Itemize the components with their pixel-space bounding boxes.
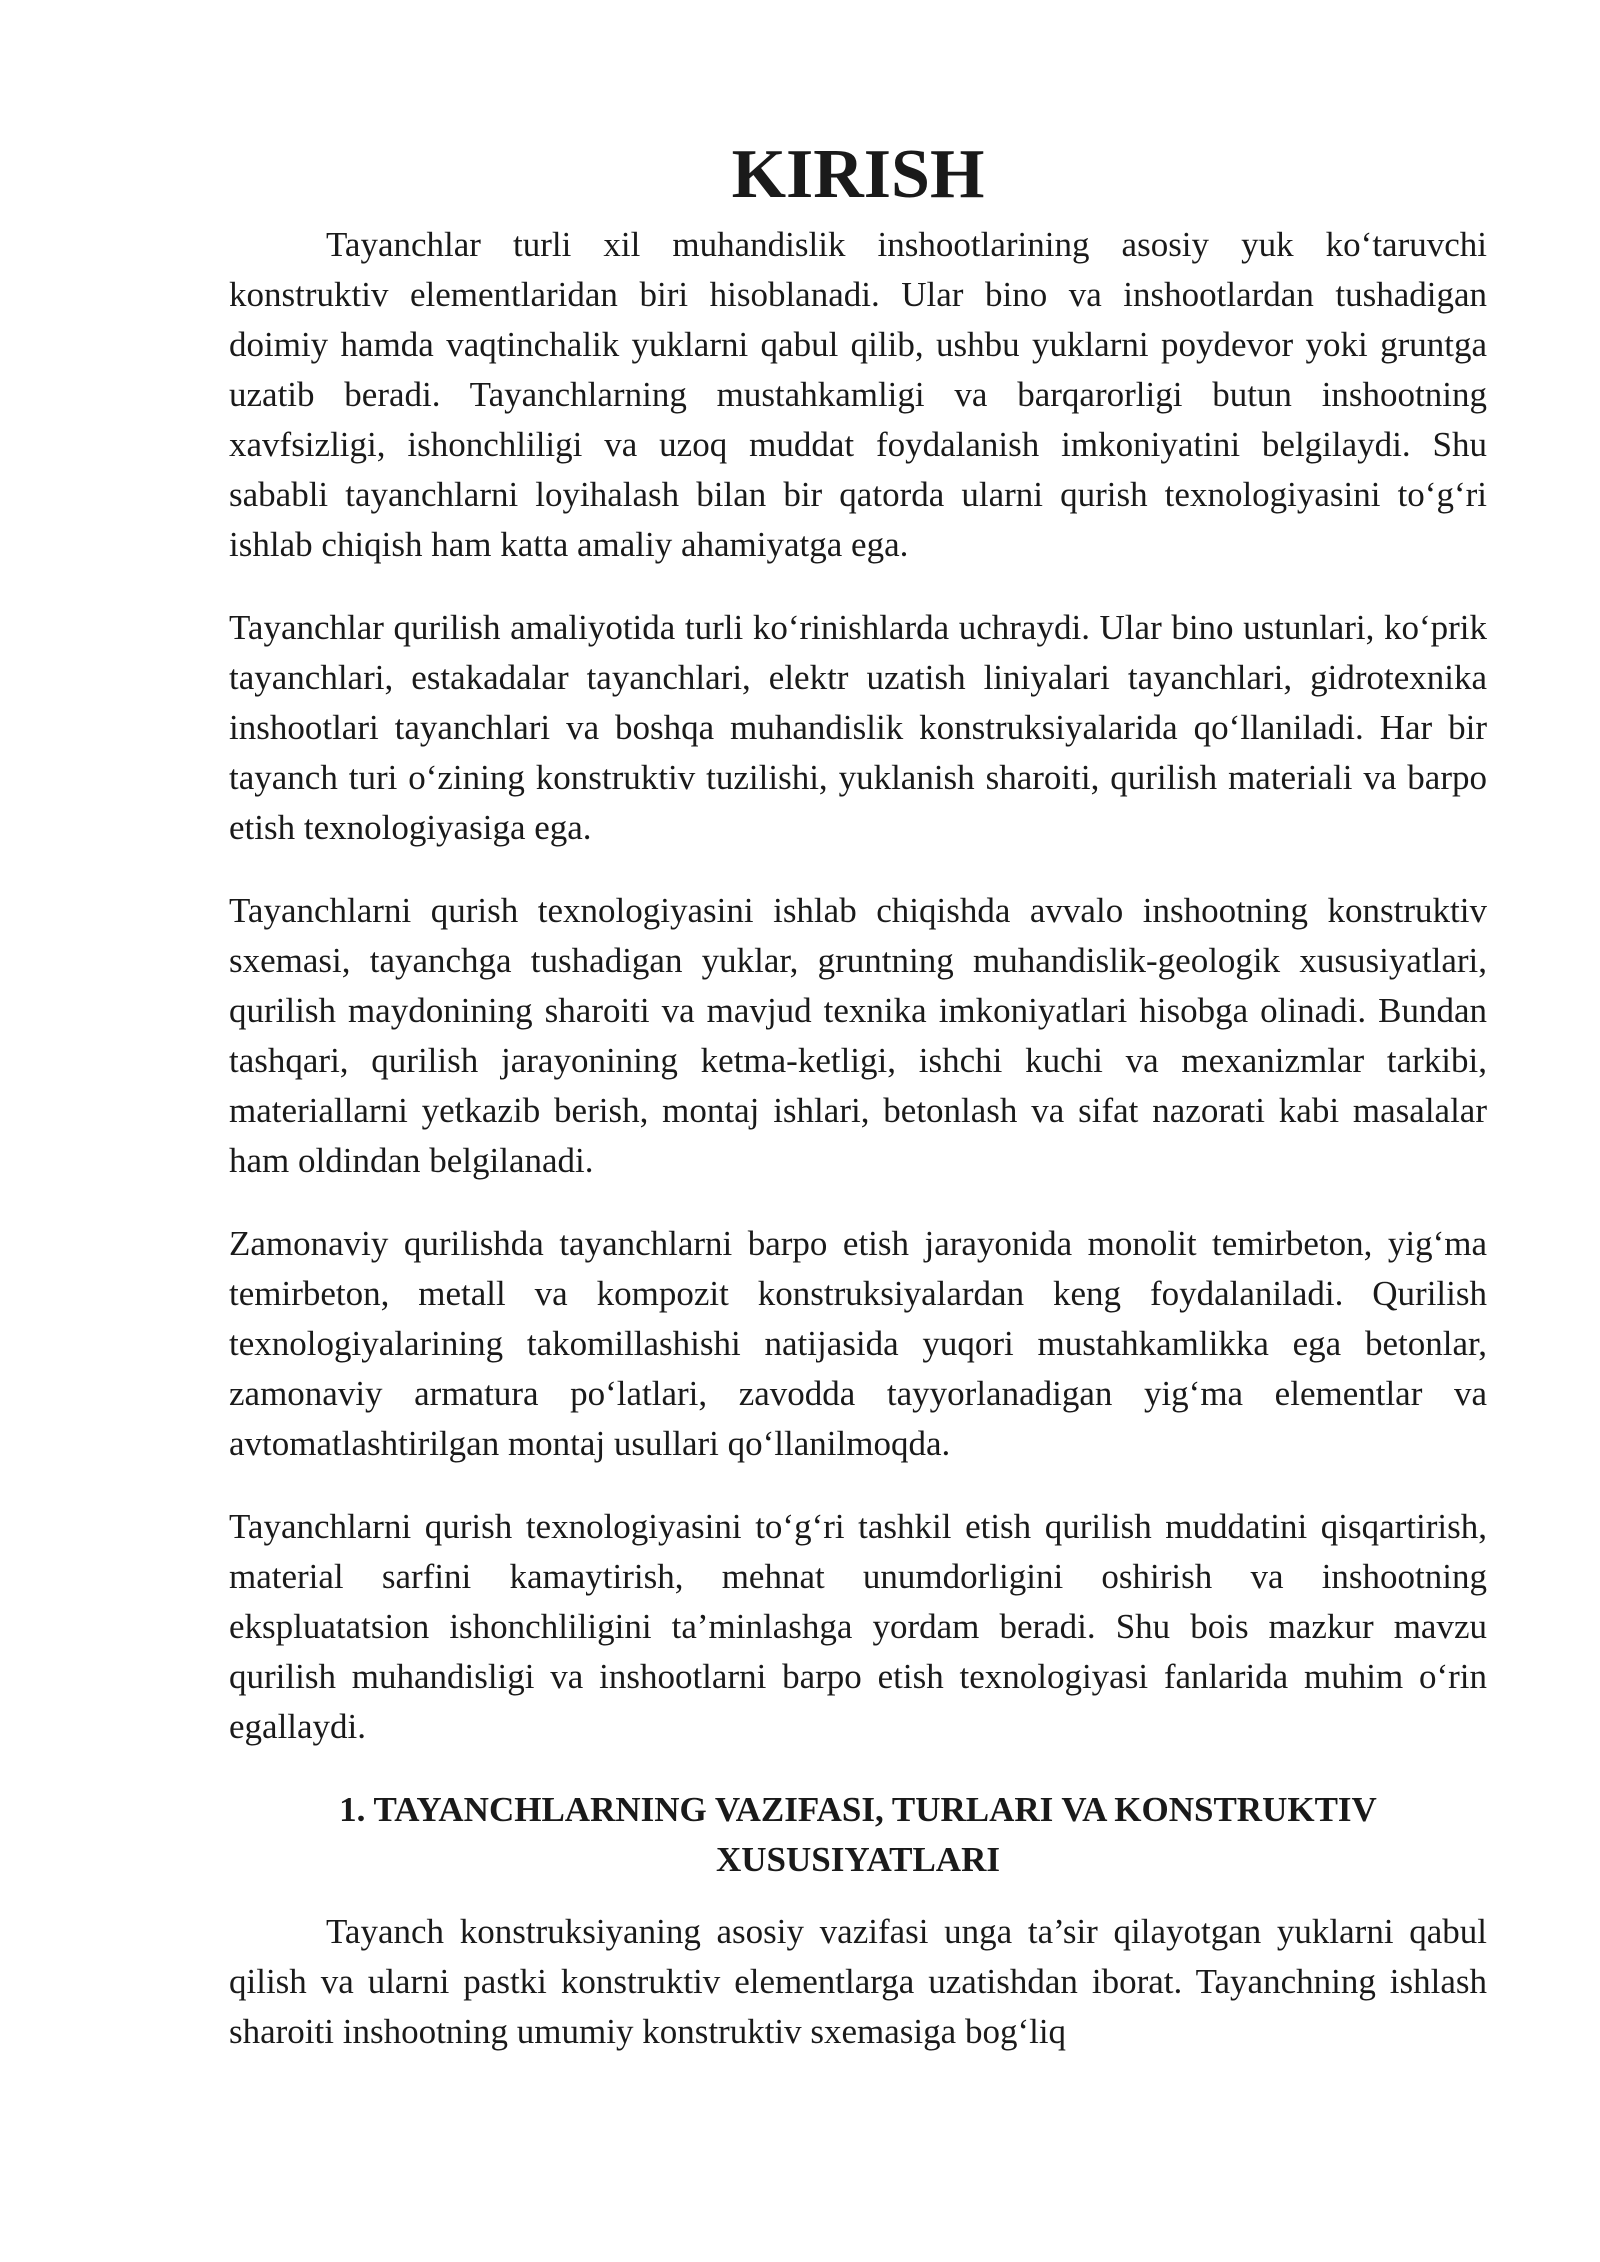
paragraph-5: Tayanchlarni qurish texnologiyasini to‘g‘ri tashkil etish qurilish muddatini qisqartirish, material sarfini kamaytirish, mehnat unumdorligini oshirish va inshootning ekspluatatsion ishonchliligini ta’minlashga yordam beradi. Shu bois mazkur mavzu qurilish muhandisligi va inshootlarni barpo etish texnologiyasi fanlarida muhim o‘rin egallaydi. bbox=[229, 1507, 1487, 1746]
document-page bbox=[229, 136, 1487, 2057]
section-heading-line-1: 1. TAYANCHLARNING VAZIFASI, TURLARI VA KONSTRUKTIV bbox=[339, 1790, 1377, 1829]
section-paragraph: Tayanch konstruksiyaning asosiy vazifasi unga ta’sir qilayotgan yuklarni qabul qilish va ularni pastki konstruktiv elementlarga uzatishdan iborat. Tayanchning ishlash sharoiti inshootning umumiy konstruktiv sxemasiga bog‘liq bbox=[229, 1912, 1487, 2051]
section-heading bbox=[229, 1785, 1487, 1885]
paragraph-1: Tayanchlar turli xil muhandislik inshootlarining asosiy yuk ko‘taruvchi konstruktiv elementlaridan biri hisoblanadi. Ular bino va inshootlardan tushadigan doimiy hamda vaqtinchalik yuklarni qabul qilib, ushbu yuklarni poydevor yoki gruntga uzatib beradi. Tayanchlarning mustahkamligi va barqarorligi butun inshootning xavfsizligi, ishonchliligi va uzoq muddat foydalanish imkoniyatini belgilaydi. Shu sababli tayanchlarni loyihalash bilan bir qatorda ularni qurish texnologiyasini to‘g‘ri ishlab chiqish ham katta amaliy ahamiyatga ega. bbox=[229, 225, 1487, 564]
section-heading-line-2: XUSUSIYATLARI bbox=[716, 1840, 1000, 1879]
paragraph-4: Zamonaviy qurilishda tayanchlarni barpo etish jarayonida monolit temirbeton, yig‘ma temirbeton, metall va kompozit konstruksiyalardan keng foydalaniladi. Qurilish texnologiyalarining takomillashishi natijasida yuqori mustahkamlikka ega betonlar, zamonaviy armatura po‘latlari, zavodda tayyorlanadigan yig‘ma elementlar va avtomatlashtirilgan montaj usullari qo‘llanilmoqda. bbox=[229, 1224, 1487, 1463]
page-title: KIRISH bbox=[731, 136, 985, 213]
paragraph-2: Tayanchlar qurilish amaliyotida turli ko‘rinishlarda uchraydi. Ular bino ustunlari, ko‘prik tayanchlari, estakadalar tayanchlari, elektr uzatish liniyalari tayanchlari, gidrotexnika inshootlari tayanchlari va boshqa muhandislik konstruksiyalarida qo‘llaniladi. Har bir tayanch turi o‘zining konstruktiv tuzilishi, yuklanish sharoiti, qurilish materiali va barpo etish texnologiyasiga ega. bbox=[229, 608, 1487, 847]
paragraph-3: Tayanchlarni qurish texnologiyasini ishlab chiqishda avvalo inshootning konstruktiv sxemasi, tayanchga tushadigan yuklar, gruntning muhandislik-geologik xususiyatlari, qurilish maydonining sharoiti va mavjud texnika imkoniyatlari hisobga olinadi. Bundan tashqari, qurilish jarayonining ketma-ketligi, ishchi kuchi va mexanizmlar tarkibi, materiallarni yetkazib berish, montaj ishlari, betonlash va sifat nazorati kabi masalalar ham oldindan belgilanadi. bbox=[229, 891, 1487, 1180]
